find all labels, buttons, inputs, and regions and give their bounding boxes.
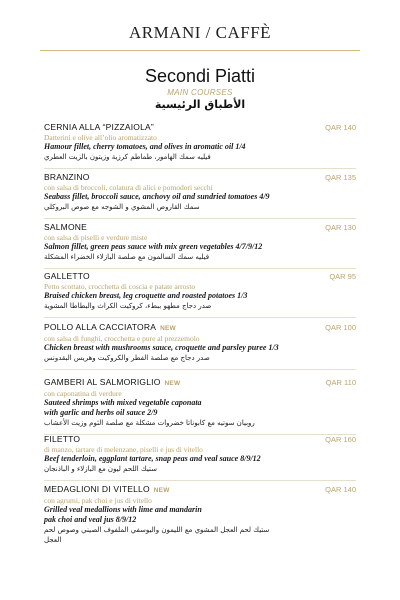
dish-name-text: POLLO ALLA CACCIATORA	[44, 322, 157, 332]
dish-name	[44, 172, 356, 183]
dish-description-english: Hamour fillet, cherry tomatoes, and olives in aromatic oil 1/4	[44, 142, 246, 151]
dish-price: QAR 110	[325, 378, 356, 387]
dish-price: QAR 95	[329, 272, 356, 281]
dish-name-text: GAMBERI AL SALMORIGLIO	[44, 377, 161, 387]
dish-item	[44, 122, 356, 169]
dish-description-italian: Petto scottato, crocchetta di coscia e patate arrosto	[44, 282, 196, 291]
dish-description-english: Braised chicken breast, leg croquette and roasted potatoes 1/3	[44, 291, 248, 300]
dish-description-english: Salmon fillet, green peas sauce with mix green vegetables 4/7/9/12	[44, 242, 263, 251]
dish-item	[44, 271, 356, 318]
dish-name-text: FILETTO	[44, 434, 81, 444]
dish-divider	[44, 317, 356, 318]
page-title: Secondi Piatti	[144, 66, 256, 86]
dish-description-arabic: العجل	[44, 536, 62, 544]
dish-description-italian: con salsa di broccoli, colatura di alici e pomodori secchi	[44, 183, 213, 192]
dish-divider	[44, 369, 356, 370]
dish-name	[44, 271, 356, 282]
dish-name	[44, 377, 356, 389]
new-badge: NEW	[160, 325, 176, 332]
dish-divider	[44, 480, 356, 481]
dish-item	[44, 434, 356, 481]
dish-price: QAR 135	[325, 173, 356, 182]
dish-item	[44, 322, 356, 370]
dish-name-text: BRANZINO	[44, 172, 90, 182]
dish-divider	[44, 168, 356, 169]
dish-description-arabic: صدر دجاج مع صلصة الفطر والكروكيت وهريس البقدونس	[44, 354, 210, 362]
dish-name-text: MEDAGLIONI DI VITELLO	[44, 484, 150, 494]
dish-divider	[44, 218, 356, 219]
dish-description-english: with garlic and herbs oil sauce 2/9	[44, 408, 158, 417]
dish-description-english: Beef tenderloin, eggplant tartare, snap peas and veal sauce 8/9/12	[44, 454, 261, 463]
dish-name-text: GALLETTO	[44, 271, 90, 281]
dish-price: QAR 140	[325, 123, 356, 132]
dish-description-arabic: روبيان سوتيه مع كابوناتا خضروات مشكلة مع صلصة الثوم وزيت الأعشاب	[44, 419, 255, 427]
dish-name	[44, 122, 356, 133]
dish-description-english: Sauteed shrimps with mixed vegetable caponata	[44, 398, 202, 407]
dish-item	[44, 172, 356, 219]
dish-description-italian: con caponatina di verdure	[44, 389, 122, 398]
dish-item	[44, 484, 356, 545]
new-badge: NEW	[164, 380, 181, 387]
page-subtitle: MAIN COURSES	[167, 88, 233, 97]
dish-price: QAR 140	[325, 485, 356, 494]
dish-price: QAR 160	[325, 435, 356, 444]
dish-price: QAR 100	[325, 323, 356, 332]
dish-description-english: Chicken breast with mushrooms sauce, croquette and parsley puree 1/3	[44, 343, 279, 352]
dish-description-arabic: فيليه سمك الهامور، طماطم كرزية وزيتون بالزيت العطري	[44, 153, 211, 161]
dish-description-english: Seabass fillet, broccoli sauce, anchovy oil and sundried tomatoes 4/9	[44, 192, 270, 201]
dish-description-italian: di manzo, tartare di melenzane, piselli e jus di vitello	[44, 445, 203, 454]
dish-description-arabic: ستيك لحم العجل المشوي مع الليمون واليوسفي الملفوف الصيني وصوص لحم	[44, 526, 270, 534]
brand-logo: ARMANI / CAFFÈ	[128, 23, 272, 42]
dish-description-italian: con salsa di funghi, crocchetta e pure al prezzemolo	[44, 334, 200, 343]
new-badge: NEW	[153, 487, 170, 494]
dish-description-arabic: سمك القاروص المشوي و الشوجه مع صوص البروكلي	[44, 203, 200, 211]
dish-description-english: Grilled veal medallions with lime and mandarin	[44, 505, 202, 514]
dish-item	[44, 222, 356, 269]
dish-description-italian: con agrumi, pak choi e jus di vitello	[44, 496, 152, 505]
dish-description-arabic: فيليه سمك السالمون مع صلصة البازلاء الخضراء المشكلة	[44, 253, 210, 261]
dish-name	[44, 222, 356, 233]
dish-price: QAR 130	[325, 223, 356, 232]
dish-description-italian: Datterini e olive all’olio aromatizzato	[44, 133, 157, 142]
dish-item	[44, 377, 356, 435]
dish-description-italian: con salsa di piselli e verdure miste	[44, 233, 148, 242]
dish-name-text: SALMONE	[44, 222, 87, 232]
dish-description-arabic: صدر دجاج مطهو ببطء، كروكيت الكراث والبطاطا المشوية	[44, 302, 212, 310]
dish-divider	[44, 268, 356, 269]
dish-name	[44, 434, 356, 445]
dish-description-english: pak choi and veal jus 8/9/12	[44, 515, 137, 524]
dish-name	[44, 484, 356, 496]
dish-name-text: CERNIA ALLA “PIZZAIOLA”	[44, 122, 154, 132]
dish-description-arabic: ستيك اللحم ليون مع البازلاء و الباذنجان	[44, 465, 157, 473]
brand-divider	[40, 50, 360, 51]
arabic-title: الأطباق الرئيسية	[154, 98, 246, 111]
dish-name	[44, 322, 356, 334]
